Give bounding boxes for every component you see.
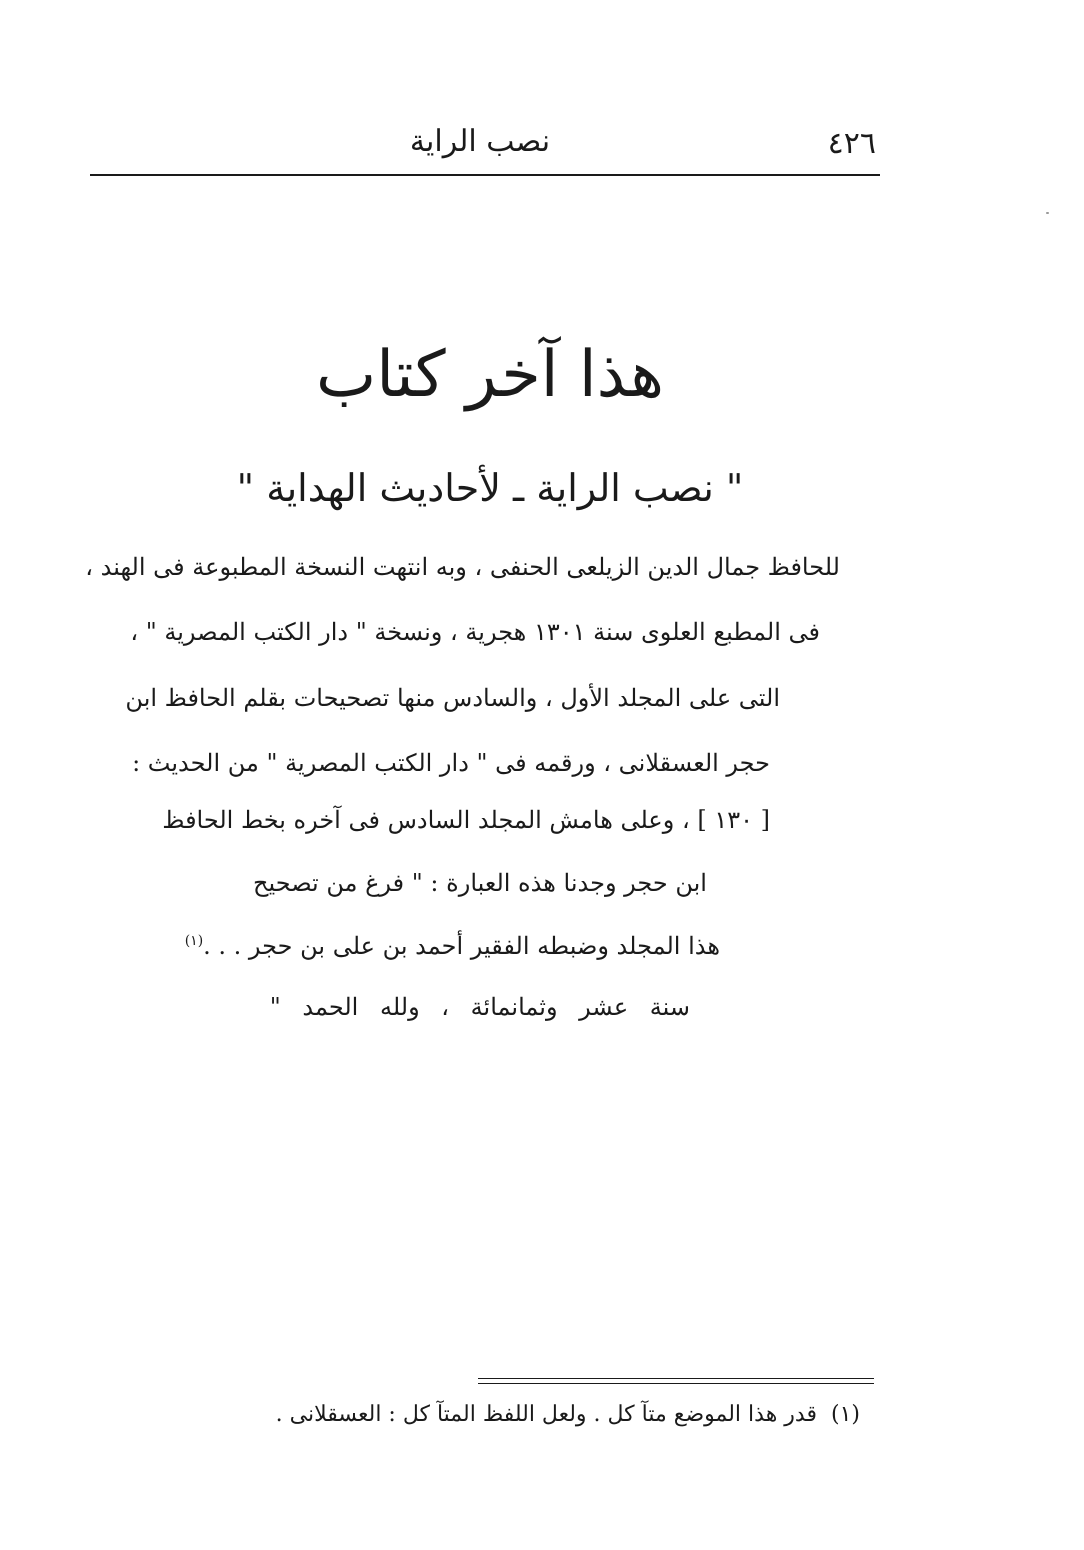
header-rule — [90, 174, 880, 176]
body-line-1: للحافظ جمال الدين الزيلعى الحنفى ، وبه انتهت النسخة المطبوعة فى الهند ، — [85, 553, 840, 581]
page-speck — [1046, 212, 1049, 214]
footnote-rule-top — [478, 1378, 874, 1379]
body-line-4: حجر العسقلانى ، ورقمه فى " دار الكتب المصرية " من الحديث : — [132, 749, 770, 777]
body-line-6: ابن حجر وجدنا هذه العبارة : " فرغ من تصحيح — [253, 869, 707, 897]
footnote-rule-bottom — [478, 1383, 874, 1384]
footnote — [275, 1397, 860, 1433]
footnote-number: (١) — [830, 1402, 860, 1427]
body-line-7-text: هذا المجلد وضبطه الفقير أحمد بن على بن حجر . . . — [203, 932, 720, 960]
body-line-7 — [184, 926, 720, 966]
body-line-5: [ ١٣٠ ] ، وعلى هامش المجلد السادس فى آخره بخط الحافظ — [162, 806, 770, 834]
body-line-2: فى المطبع العلوى سنة ١٣٠١ هجرية ، ونسخة " دار الكتب المصرية " ، — [130, 618, 820, 646]
page-number: ٤٢٦ — [827, 126, 876, 161]
body-line-8: سنة عشر وثمانمائة ، ولله الحمد " — [269, 993, 690, 1021]
book-title: " نصب الراية ـ لأحاديث الهداية " — [236, 466, 744, 510]
body-line-3: التى على المجلد الأول ، والسادس منها تصحيحات بقلم الحافظ ابن — [125, 684, 780, 712]
running-title: نصب الراية — [409, 124, 551, 159]
footnote-marker[interactable]: (١) — [184, 933, 204, 949]
footnote-text: قدر هذا الموضع متآ كل . ولعل اللفظ المتآ كل : العسقلانى . — [275, 1402, 817, 1427]
main-heading: هذا آخر كتاب — [316, 338, 664, 412]
